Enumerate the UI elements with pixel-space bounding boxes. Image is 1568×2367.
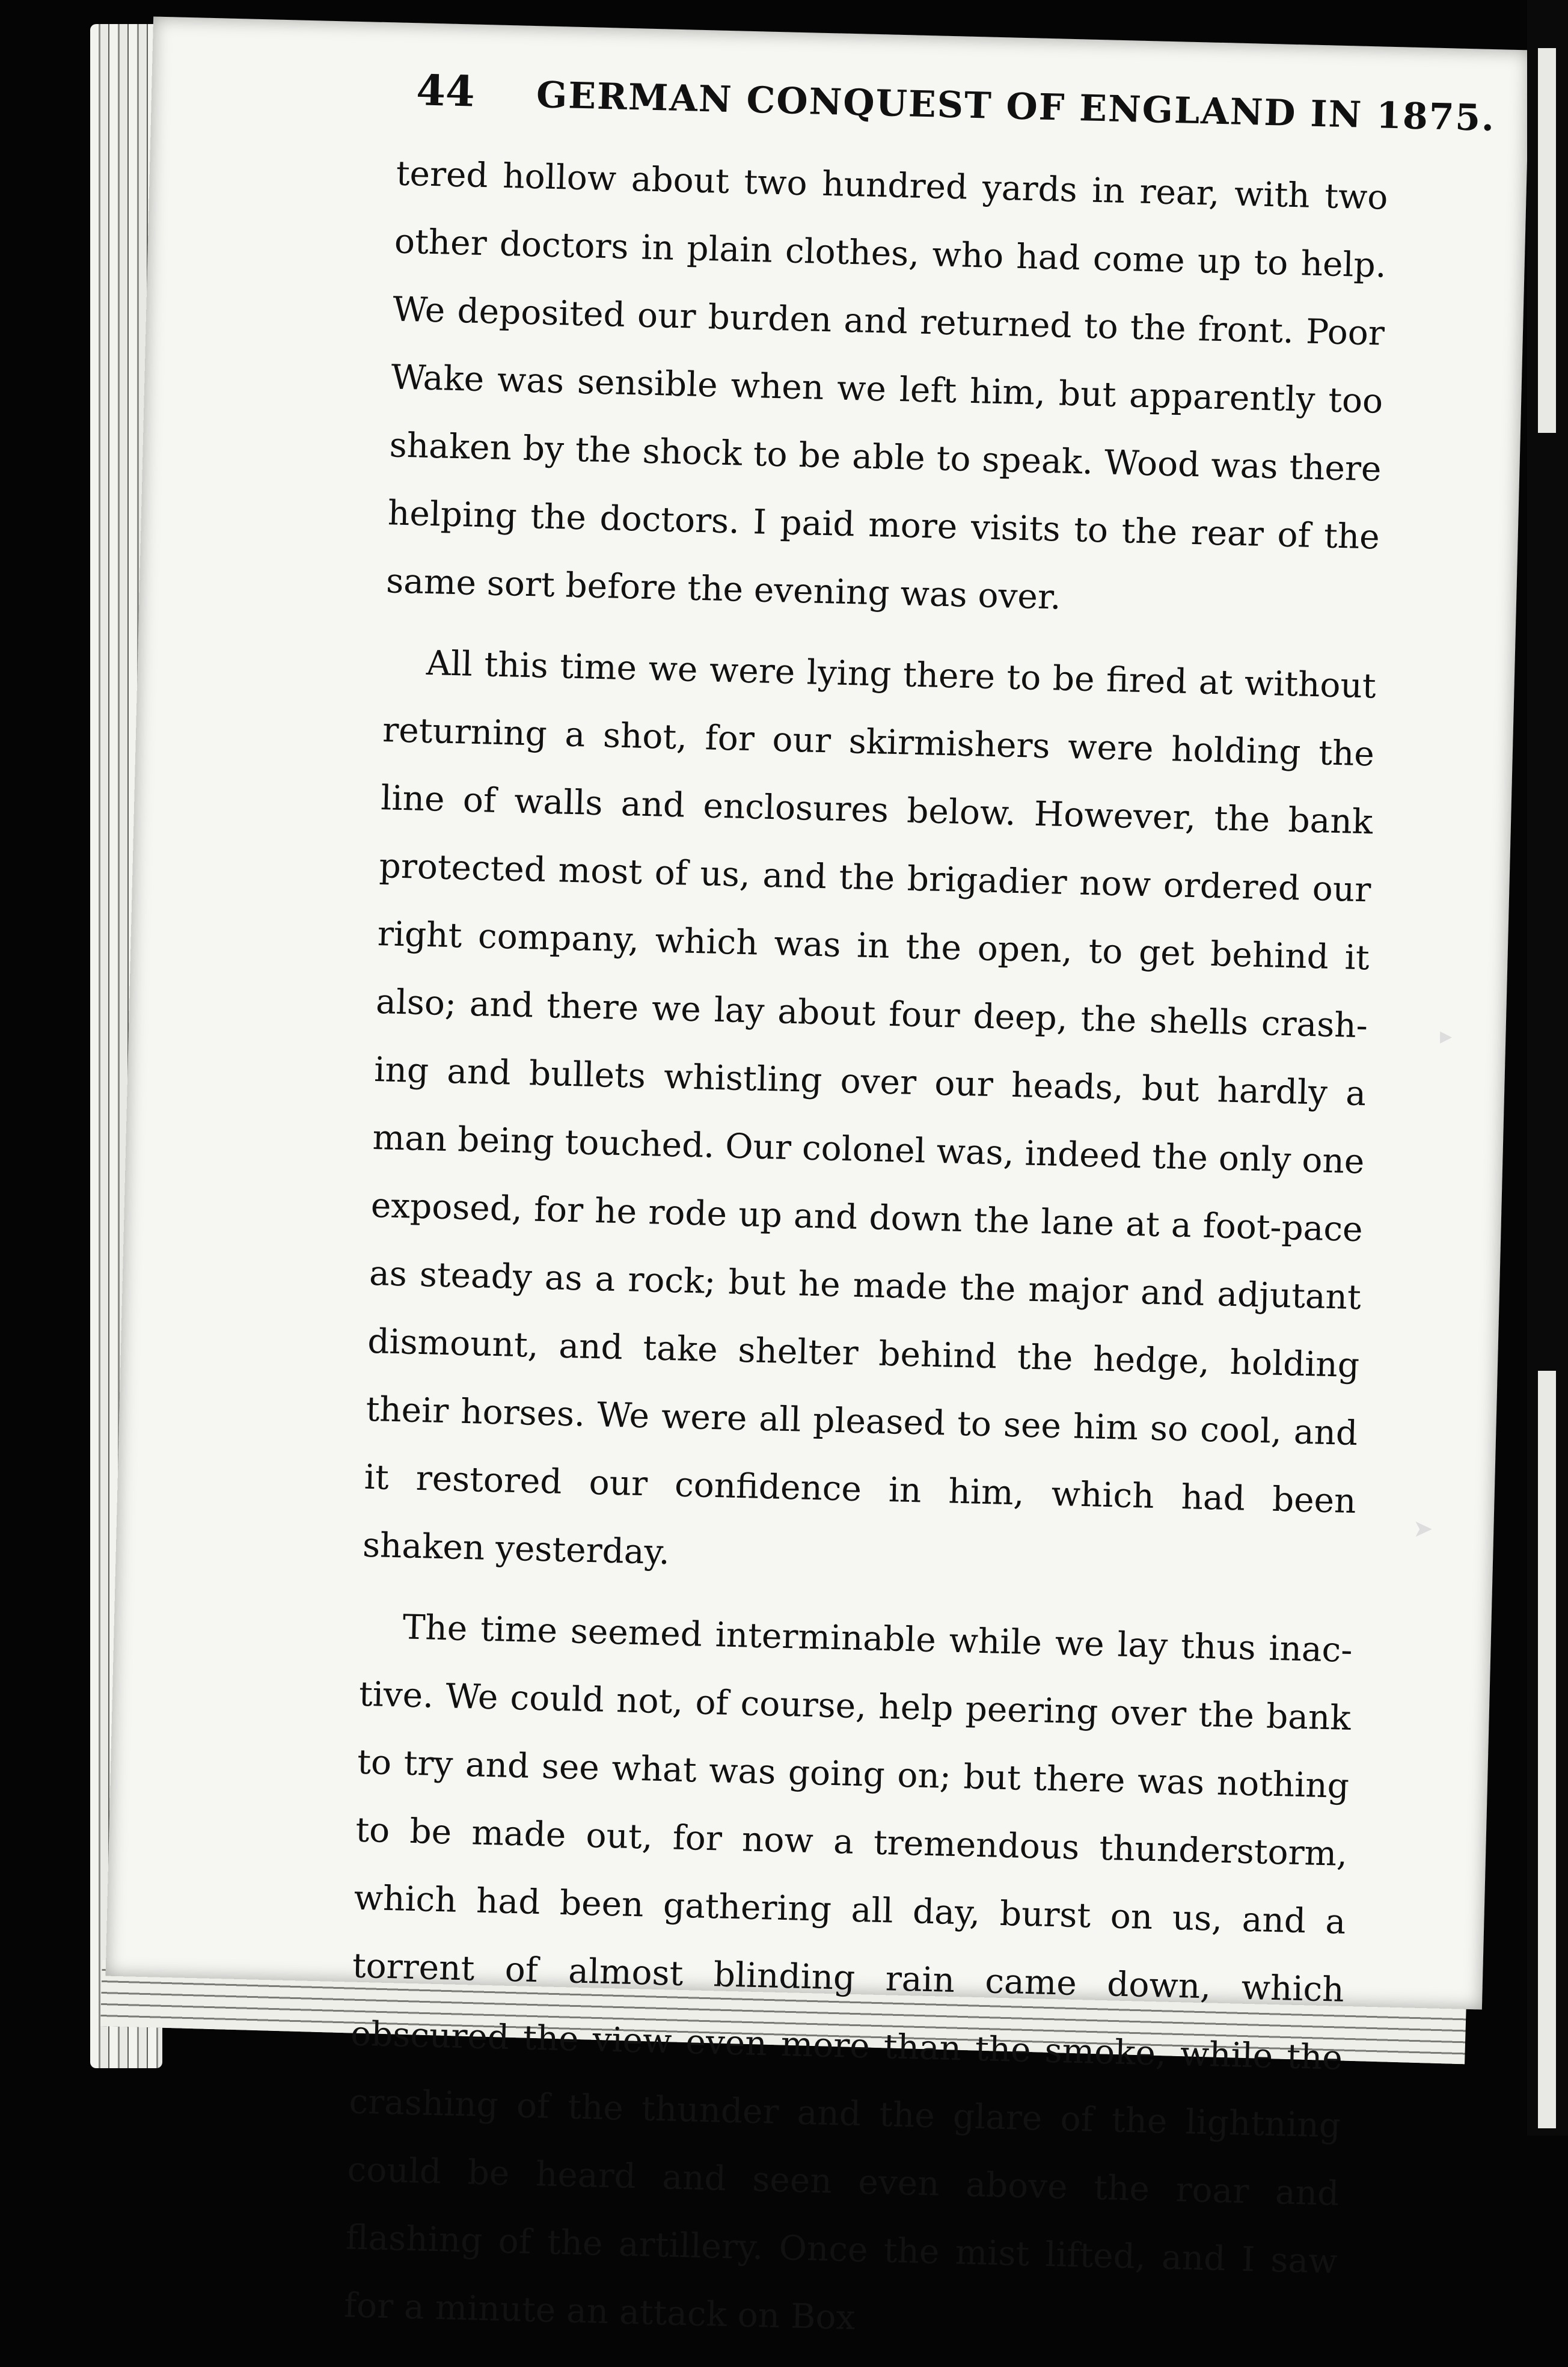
margin-mark: ➤: [1413, 1515, 1433, 1543]
paragraph-2: All this time we were lying there to be fired at without returning a shot, for our skirmishers were holding the line of walls and enclosures below. However, the bank protected most of us, and the brigadier now ordered our right company, which was in the open, to get behind it also; and there we lay about four deep, the shells crashing and bullets whistling over our heads, but hardly a man being touched. Our colonel was, indeed the only one exposed, for he rode up and down the lane at a foot-pace as steady as a rock; but he made the major and adjutant dismount, and take shelter behind the hedge, holding their horses. We were all pleased to see him so cool, and it restored our confidence in him, which had been shaken yesterday.: [362, 643, 1377, 1573]
paragraph-1: tered hollow about two hundred yards in rear, with two other doctors in plain clothes, who had come up to help. We deposited our burden and returned to the front. Poor Wake was sensible when we left him, but apparently too shaken by the shock to be able to speak. Wood was there helping the doctors. I paid more visits to the rear of the same sort before the evening was over.: [385, 154, 1389, 617]
page-number: 44: [415, 65, 476, 117]
edge-strip: [1538, 48, 1556, 433]
running-title: GERMAN CONQUEST OF ENGLAND IN 1875.: [536, 74, 1496, 140]
running-head: [151, 58, 1529, 158]
margin-mark: ▸: [1440, 1022, 1453, 1050]
next-page-edge: [1527, 0, 1568, 2136]
paragraph-3: The time seemed interminable while we lay thus inactive. We could not, of course, help peering over the bank to try and see what was going on; but there was nothing to be made out, for now a tremendous thunderstorm, which had been gathering all day, burst on us, and a torrent of almost blinding rain came down, which obscured the view even more than the smoke, while the crashing of the thunder and the glare of the lightning could be heard and seen even above the roar and flashing of the artillery. Once the mist lifted, and I saw for a minute an attack on Box: [343, 1608, 1353, 2338]
edge-strip: [1538, 1371, 1556, 2128]
book-page: [106, 17, 1530, 2338]
body-text: [343, 139, 1389, 2363]
